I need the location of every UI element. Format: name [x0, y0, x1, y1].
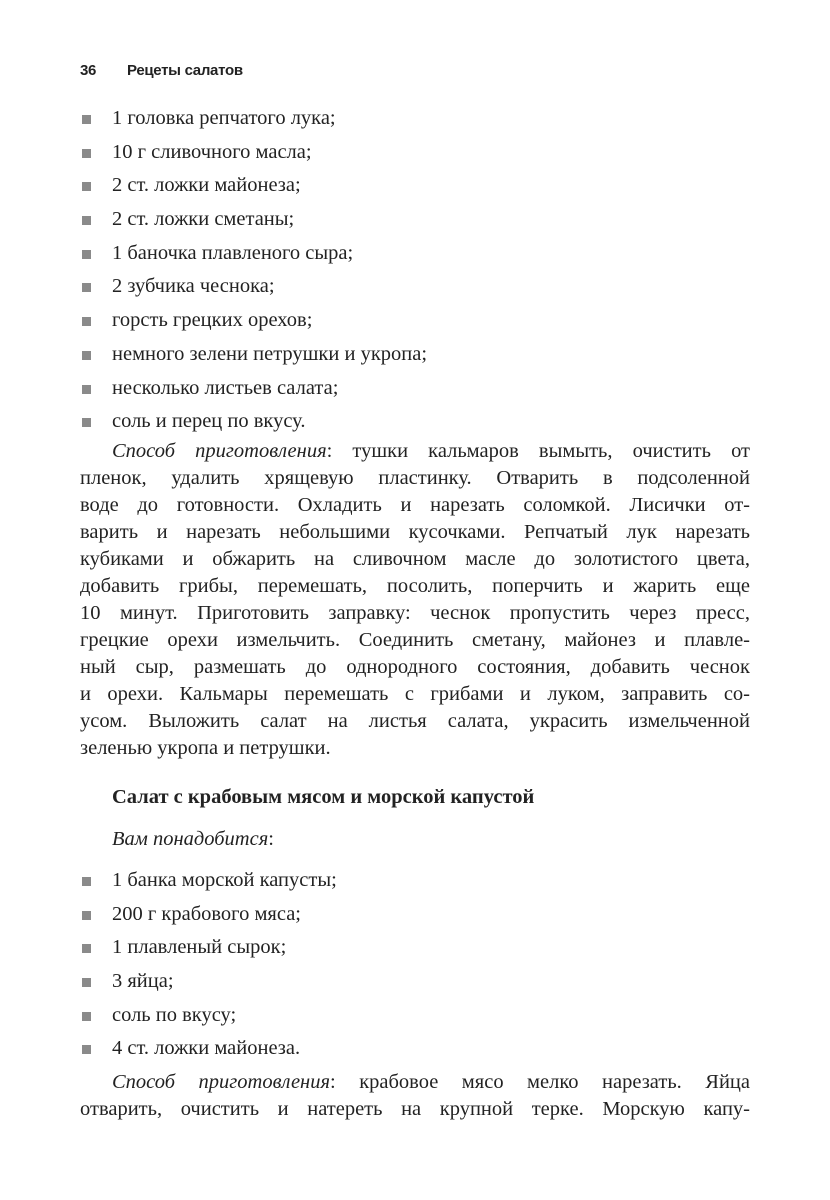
ingredient-text: немного зелени петрушки и укропа; [112, 342, 428, 365]
bullet-icon [82, 115, 91, 124]
text-line: воде до готовности. Охладить и нарезать соломкой. Лисички от- [80, 494, 750, 516]
ingredient-text: соль по вкусу; [112, 1003, 237, 1026]
ingredient-text: горсть грецких орехов; [112, 309, 313, 332]
ingredient-list-1 [80, 102, 750, 439]
ingredient-text: 2 ст. ложки сметаны; [112, 208, 295, 231]
ingredient-text: 4 ст. ложки майонеза. [112, 1037, 301, 1060]
ingredient-text: 200 г крабового мяса; [112, 902, 302, 925]
text-line: зеленью укропа и петрушки. [80, 737, 331, 759]
ingredient-text: несколько листьев салата; [112, 376, 339, 399]
text-line: добавить грибы, перемешать, посолить, поперчить и жарить еще [80, 575, 750, 597]
text-line: отварить, очистить и натереть на крупной терке. Морскую капу- [80, 1098, 750, 1120]
colon: : [268, 828, 274, 850]
ingredient-text: 2 зубчика чеснока; [112, 275, 275, 298]
bullet-icon [82, 1012, 91, 1021]
ingredient-item [80, 405, 750, 439]
line-text: : крабовое мясо мелко нарезать. Яйца [330, 1071, 750, 1093]
method-paragraph-1 [80, 438, 750, 762]
bullet-icon [82, 385, 91, 394]
ingredient-item [80, 965, 750, 999]
text-line: пленок, удалить хрящевую пластинку. Отварить в подсоленной [80, 467, 750, 489]
ingredient-text: соль и перец по вкусу. [112, 410, 306, 433]
ingredient-text: 1 плавленый сырок; [112, 936, 287, 959]
text-line: и орехи. Кальмары перемешать с грибами и луком, заправить со- [80, 683, 750, 705]
ingredient-item [80, 1032, 750, 1066]
bullet-icon [82, 911, 91, 920]
bullet-icon [82, 216, 91, 225]
bullet-icon [82, 250, 91, 259]
ingredient-text: 2 ст. ложки майонеза; [112, 174, 301, 197]
bullet-icon [82, 1045, 91, 1054]
text-line: усом. Выложить салат на листья салата, украсить измельченной [80, 710, 750, 732]
ingredient-item [80, 338, 750, 372]
ingredients-heading [112, 828, 274, 851]
text-line: варить и нарезать небольшими кусочками. Репчатый лук нарезать [80, 521, 750, 543]
section-title: Рецеты салатов [127, 62, 243, 79]
page-number: 36 [80, 62, 97, 79]
bullet-icon [82, 283, 91, 292]
text-line: ный сыр, размешать до однородного состояния, добавить чеснок [80, 656, 750, 678]
ingredient-list-2 [80, 864, 750, 1066]
ingredient-text: 1 банка морской капусты; [112, 869, 337, 891]
text-line: кубиками и обжарить на сливочном масле до золотистого цвета, [80, 548, 750, 570]
ingredient-item [80, 270, 750, 304]
ingredient-item [80, 102, 750, 136]
ingredient-item [80, 898, 750, 932]
ingredient-item [80, 237, 750, 271]
ingredient-text: 3 яйца; [112, 970, 174, 993]
bullet-icon [82, 978, 91, 987]
ingredient-item [80, 864, 750, 898]
bullet-icon [82, 418, 91, 427]
line-text: : тушки кальмаров вымыть, очистить от [326, 440, 751, 462]
bullet-icon [82, 182, 91, 191]
method-label: Способ приготовления [112, 1071, 330, 1093]
bullet-icon [82, 317, 91, 326]
ingredient-item [80, 136, 750, 170]
ingredient-text: 10 г сливочного масла; [112, 140, 312, 163]
method-label: Способ приготовления [112, 440, 327, 462]
ingredient-text: 1 баночка плавленого сыра; [112, 241, 354, 264]
text-line [80, 438, 750, 465]
bullet-icon [82, 877, 91, 886]
ingredient-item [80, 304, 750, 338]
bullet-icon [82, 944, 91, 953]
recipe-title: Салат с крабовым мясом и морской капустой [112, 786, 535, 808]
ingredient-item [80, 169, 750, 203]
bullet-icon [82, 351, 91, 360]
method-paragraph-2 [80, 1069, 750, 1123]
ingredient-text: 1 головка репчатого лука; [112, 107, 336, 129]
ingredient-item [80, 999, 750, 1033]
text-line: 10 минут. Приготовить заправку: чеснок пропустить через пресс, [80, 602, 750, 624]
text-line [80, 1069, 750, 1096]
ingredient-item [80, 203, 750, 237]
text-line: грецкие орехи измельчить. Соединить сметану, майонез и плавле- [80, 629, 750, 651]
ingredients-label: Вам понадобится [112, 828, 269, 850]
bullet-icon [82, 149, 91, 158]
ingredient-item [80, 931, 750, 965]
running-header [80, 62, 243, 79]
ingredient-item [80, 372, 750, 406]
